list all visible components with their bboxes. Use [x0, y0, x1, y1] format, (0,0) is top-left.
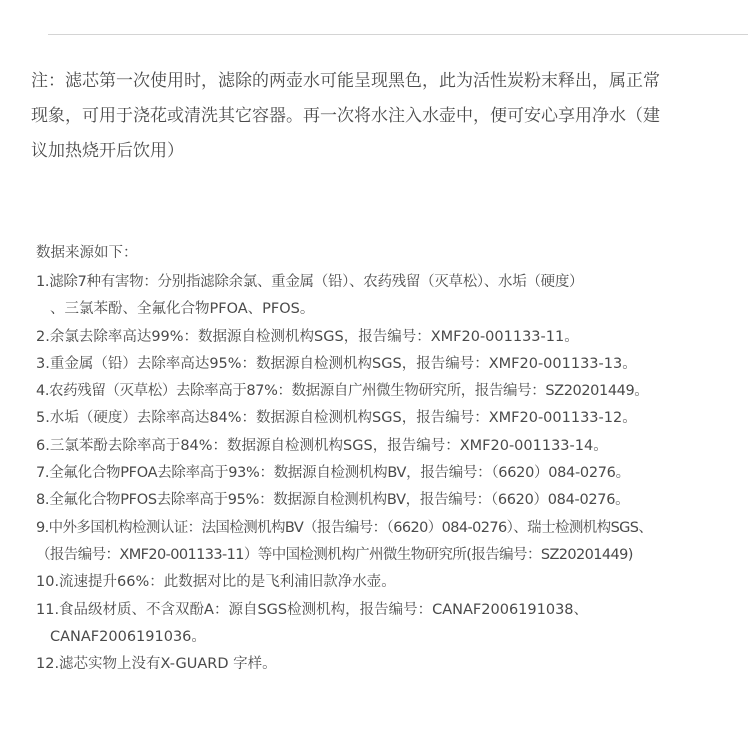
source-item-3: 3.重金属（铅）去除率高达95%：数据源自检测机构SGS，报告编号：XMF20-001133-13。	[36, 355, 637, 372]
source-item-10: 10.流速提升66%：此数据对比的是飞利浦旧款净水壶。	[36, 574, 396, 591]
source-item-9: 9.中外多国机构检测认证：法国检测机构BV（报告编号：（6620）084-0276）、瑞士检测机构SGS、	[36, 519, 653, 536]
data-sources	[36, 240, 748, 678]
note-line: 现象，可用于浇花或清洗其它容器。再一次将水注入水壶中，便可安心享用净水（建	[31, 106, 660, 126]
sources-title: 数据来源如下：	[36, 245, 138, 261]
source-item-11-cont: CANAF2006191036。	[50, 628, 206, 645]
filter-note	[31, 64, 731, 169]
source-item-1-cont: 、三氯苯酚、全氟化合物PFOA、PFOS。	[50, 301, 315, 318]
source-item-8: 8.全氟化合物PFOS去除率高于95%：数据源自检测机构BV，报告编号：（6620）084-0276。	[36, 492, 630, 509]
note-line: 议加热烧开后饮用）	[31, 141, 184, 161]
source-item-6: 6.三氯苯酚去除率高于84%：数据源自检测机构SGS，报告编号：XMF20-001133-14。	[36, 437, 608, 454]
source-item-7: 7.全氟化合物PFOA去除率高于93%：数据源自检测机构BV，报告编号：（6620）084-0276。	[36, 465, 630, 482]
note-line: 注：滤芯第一次使用时，滤除的两壶水可能呈现黑色，此为活性炭粉末释出，属正常	[31, 71, 660, 91]
source-item-2: 2.余氯去除率高达99%：数据源自检测机构SGS，报告编号：XMF20-001133-11。	[36, 328, 579, 345]
source-item-1: 1.滤除7种有害物：分别指滤除余氯、重金属（铅）、农药残留（灭草松）、水垢（硬度）	[36, 274, 584, 290]
source-item-12: 12.滤芯实物上没有X-GUARD 字样。	[36, 656, 277, 673]
top-divider	[48, 34, 748, 35]
source-item-4: 4.农药残留（灭草松）去除率高于87%：数据源自广州微生物研究所，报告编号：SZ20201449。	[36, 383, 649, 400]
source-item-11: 11.食品级材质、不含双酚A：源自SGS检测机构，报告编号：CANAF2006191038、	[36, 601, 589, 618]
source-item-9-cont: （报告编号：XMF20-001133-11）等中国检测机构广州微生物研究所(报告编号：SZ20201449)	[36, 546, 633, 563]
source-item-5: 5.水垢（硬度）去除率高达84%：数据源自检测机构SGS，报告编号：XMF20-001133-12。	[36, 410, 637, 427]
